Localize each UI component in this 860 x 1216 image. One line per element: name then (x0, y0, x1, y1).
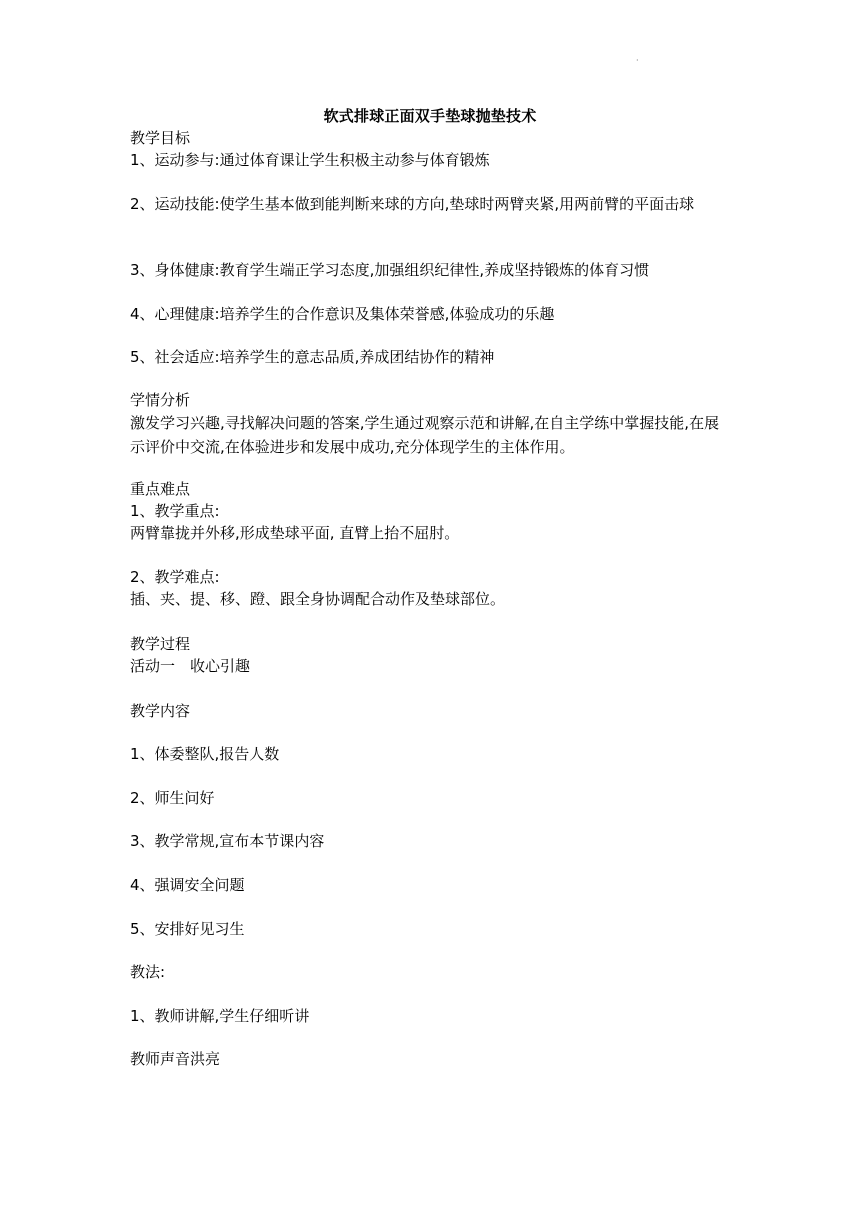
goal-item-2: 2、运动技能:使学生基本做到能判断来球的方向,垫球时两臂夹紧,用两前臂的平面击球 (130, 195, 695, 213)
teacher-note: 教师声音洪亮 (130, 1050, 221, 1068)
goal-item-4: 4、心理健康:培养学生的合作意识及集体荣誉感,体验成功的乐趣 (130, 305, 555, 323)
key-points-heading: 重点难点 (130, 480, 191, 498)
method-item-1: 1、教师讲解,学生仔细听讲 (130, 1007, 310, 1025)
analysis-heading: 学情分析 (130, 391, 191, 409)
content-item-5: 5、安排好见习生 (130, 920, 245, 938)
goals-heading: 教学目标 (130, 129, 191, 147)
activity-title: 活动一 收心引趣 (130, 657, 251, 675)
content-item-2: 2、师生问好 (130, 789, 215, 807)
content-item-3: 3、教学常规,宣布本节课内容 (130, 832, 325, 850)
method-heading: 教法: (130, 963, 166, 981)
goal-item-5: 5、社会适应:培养学生的意志品质,养成团结协作的精神 (130, 348, 495, 366)
goal-item-3: 3、身体健康:教育学生端正学习态度,加强组织纪律性,养成坚持锻炼的体育习惯 (130, 261, 650, 279)
difficulty-text: 插、夹、提、移、蹬、跟全身协调配合动作及垫球部位。 (130, 590, 506, 608)
difficulty-label: 2、教学难点: (130, 568, 220, 586)
focus-text: 两臂靠拢并外移,形成垫球平面, 直臂上抬不屈肘。 (130, 524, 460, 542)
analysis-text: 激发学习兴趣,寻找解决问题的答案,学生通过观察示范和讲解,在自主学练中掌握技能,在展示评价中交流,在体验进步和发展中成功,充分体现学生的主体作用。 (130, 414, 720, 456)
corner-mark: · (636, 56, 639, 65)
goal-item-1: 1、运动参与:通过体育课让学生积极主动参与体育锻炼 (130, 151, 490, 169)
focus-label: 1、教学重点: (130, 502, 220, 520)
content-item-1: 1、体委整队,报告人数 (130, 745, 280, 763)
process-heading: 教学过程 (130, 635, 191, 653)
document-title: 软式排球正面双手垫球抛垫技术 (323, 107, 537, 125)
content-heading: 教学内容 (130, 702, 191, 720)
content-item-4: 4、强调安全问题 (130, 876, 245, 894)
